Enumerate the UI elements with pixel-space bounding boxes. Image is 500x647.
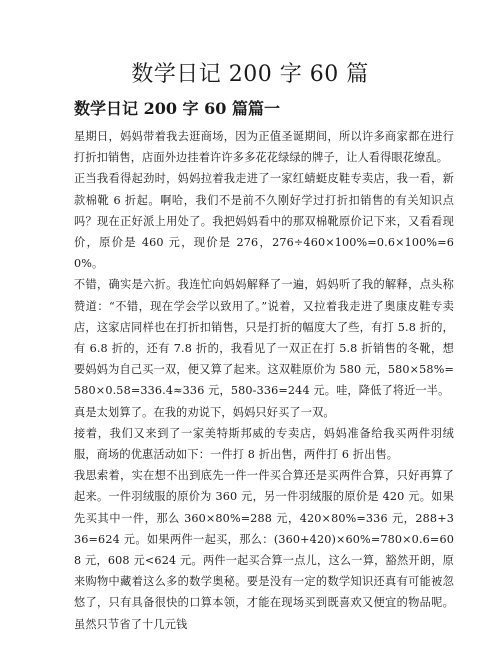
- paragraph: 接着，我们又来到了一家美特斯邦威的专卖店，妈妈准备给我买两件羽绒服，商场的优惠活动如下：一件打 8 折出售，两件打 6 折出售。: [74, 426, 454, 462]
- document-title: 数学日记 200 字 60 篇: [131, 62, 369, 87]
- document-body: [74, 126, 454, 635]
- paragraph: 我思索着，实在想不出到底先一件一件买合算还是买两件合算，只好再算了起来。一件羽绒服的原价为 360 元，另一件羽绒服的原价是 420 元。如果先买其中一件，那么 360×80%=288 元，420×80%=336 元，288+336=624 元。如果两件一起买，那么：(360+420)×60%=780×0.6=608 元，608 元<624 元。两件一起买合算一点儿，这么一算，豁然开朗，原来购物中藏着这么多的数学奥秘。要是没有一定的数学知识还真有可能被忽悠了，只有具备很快的口算本领，才能在现场买到既喜欢又便宜的物品呢。虽然只节省了十几元钱: [74, 469, 454, 631]
- section-title: 数学日记 200 字 60 篇篇一: [74, 99, 280, 118]
- paragraph: 星期日，妈妈带着我去逛商场，因为正值圣诞期间，所以许多商家都在进行打折扣销售，店面外边挂着许许多多花花绿绿的牌子，让人看得眼花缭乱。: [74, 130, 454, 165]
- paragraph: 真是太划算了。在我的劝说下，妈妈只好买了一双。: [74, 405, 335, 419]
- paragraph: 正当我看得起劲时，妈妈拉着我走进了一家红蜻蜓皮鞋专卖店，我一看，新款棉靴 6 折起。啊哈，我们不是前不久刚好学过打折扣销售的有关知识点吗？现在正好派上用处了。我把妈妈看中的那双棉靴原价记下来，又看看现价，原价是 460 元，现价是 276，276÷460×100%=0.6×100%=60%。: [74, 172, 454, 271]
- paragraph: 不错，确实是六折。我连忙向妈妈解释了一遍，妈妈听了我的解释，点头称赞道：“不错，现在学会学以致用了。”说着，又拉着我走进了奥康皮鞋专卖店，这家店同样也在打折扣销售，只是打折的幅度大了些，有打 5.8 折的，有 6.8 折的，还有 7.8 折的，我看见了一双正在打 5.8 折销售的冬靴，想要妈妈为自己买一双，便又算了起来。这双鞋原价为 580 元，580×58%=580×0.58=336.4≈336 元，580-336=244 元。哇，降低了将近一半。: [74, 278, 454, 398]
